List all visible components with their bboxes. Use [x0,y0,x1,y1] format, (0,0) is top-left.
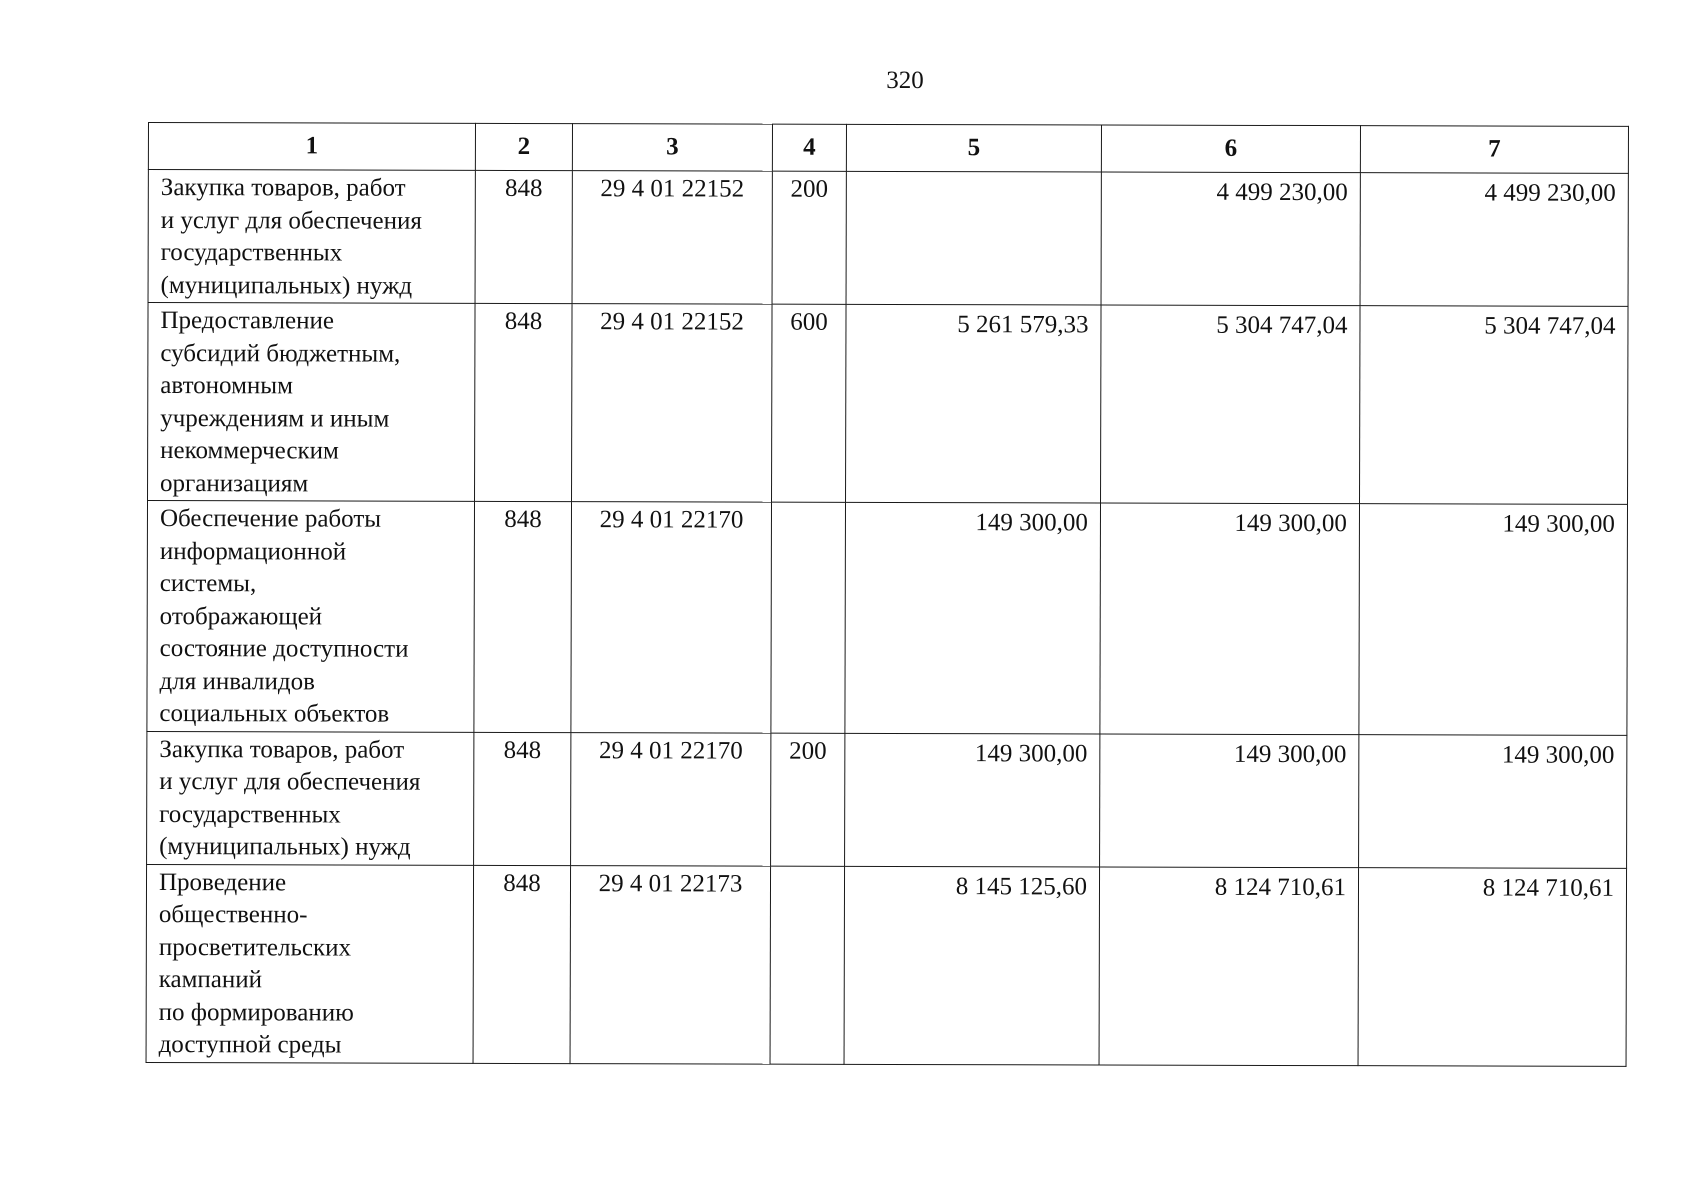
budget-table [146,122,1629,1066]
row-code: 848 [475,303,573,501]
row-value-6: 149 300,00 [1100,733,1359,867]
table-row [148,170,1628,307]
row-value-5: 5 261 579,33 [846,304,1102,503]
row-name-cell [147,731,474,865]
row-value-6: 149 300,00 [1100,503,1360,734]
row-name-cell [147,501,475,732]
row-article: 29 4 01 22152 [572,304,773,503]
row-value-5: 8 145 125,60 [844,866,1100,1065]
row-value-6: 4 499 230,00 [1101,172,1360,306]
row-code: 848 [473,865,571,1063]
row-name-cell [146,864,474,1063]
row-type: 200 [771,733,845,866]
row-name: Обеспечение работы информационной системы, отображающей состояние доступности для инвалидов социальных объектов [159,505,409,728]
row-article: 29 4 01 22170 [571,502,772,733]
row-type [771,502,846,733]
table-row [146,864,1627,1066]
header-col-4: 4 [772,124,846,171]
row-article: 29 4 01 22173 [570,865,771,1064]
header-col-6: 6 [1101,125,1360,173]
row-name: Проведение общественно- просветительских кампаний по формированию доступной среды [158,868,354,1059]
row-article: 29 4 01 22152 [572,171,772,305]
row-value-6: 8 124 710,61 [1099,866,1359,1065]
row-type: 600 [772,304,847,502]
row-type: 200 [772,171,846,304]
header-col-1: 1 [148,123,475,171]
row-value-5: 149 300,00 [845,733,1100,867]
row-value-7: 4 499 230,00 [1360,173,1628,307]
row-code: 848 [474,732,571,865]
table-row [147,731,1627,868]
header-col-2: 2 [475,123,572,170]
row-article: 29 4 01 22170 [571,732,771,866]
row-value-5: 149 300,00 [845,502,1101,733]
row-code: 848 [474,501,572,732]
page-number: 320 [886,67,924,94]
row-code: 848 [475,170,572,303]
row-value-7: 5 304 747,04 [1360,306,1629,505]
header-col-3: 3 [572,124,772,172]
row-name-cell [148,303,476,502]
row-name: Закупка товаров, работ и услуг для обеспечения государственных (муниципальных) нужд [160,174,422,300]
table-row [148,303,1629,505]
header-col-5: 5 [846,124,1101,172]
row-value-7: 149 300,00 [1359,504,1628,735]
row-name: Предоставление субсидий бюджетным, автономным учреждениям и иным некоммерческим организациям [160,307,401,497]
row-name: Закупка товаров, работ и услуг для обеспечения государственных (муниципальных) нужд [159,735,421,861]
row-value-7: 149 300,00 [1359,734,1627,868]
row-name-cell [148,170,475,304]
header-col-7: 7 [1360,126,1628,174]
row-value-7: 8 124 710,61 [1358,867,1627,1066]
row-value-6: 5 304 747,04 [1101,305,1361,504]
header-row [148,123,1628,174]
row-value-5 [846,171,1101,305]
table-row [147,501,1628,735]
row-type [770,866,845,1064]
